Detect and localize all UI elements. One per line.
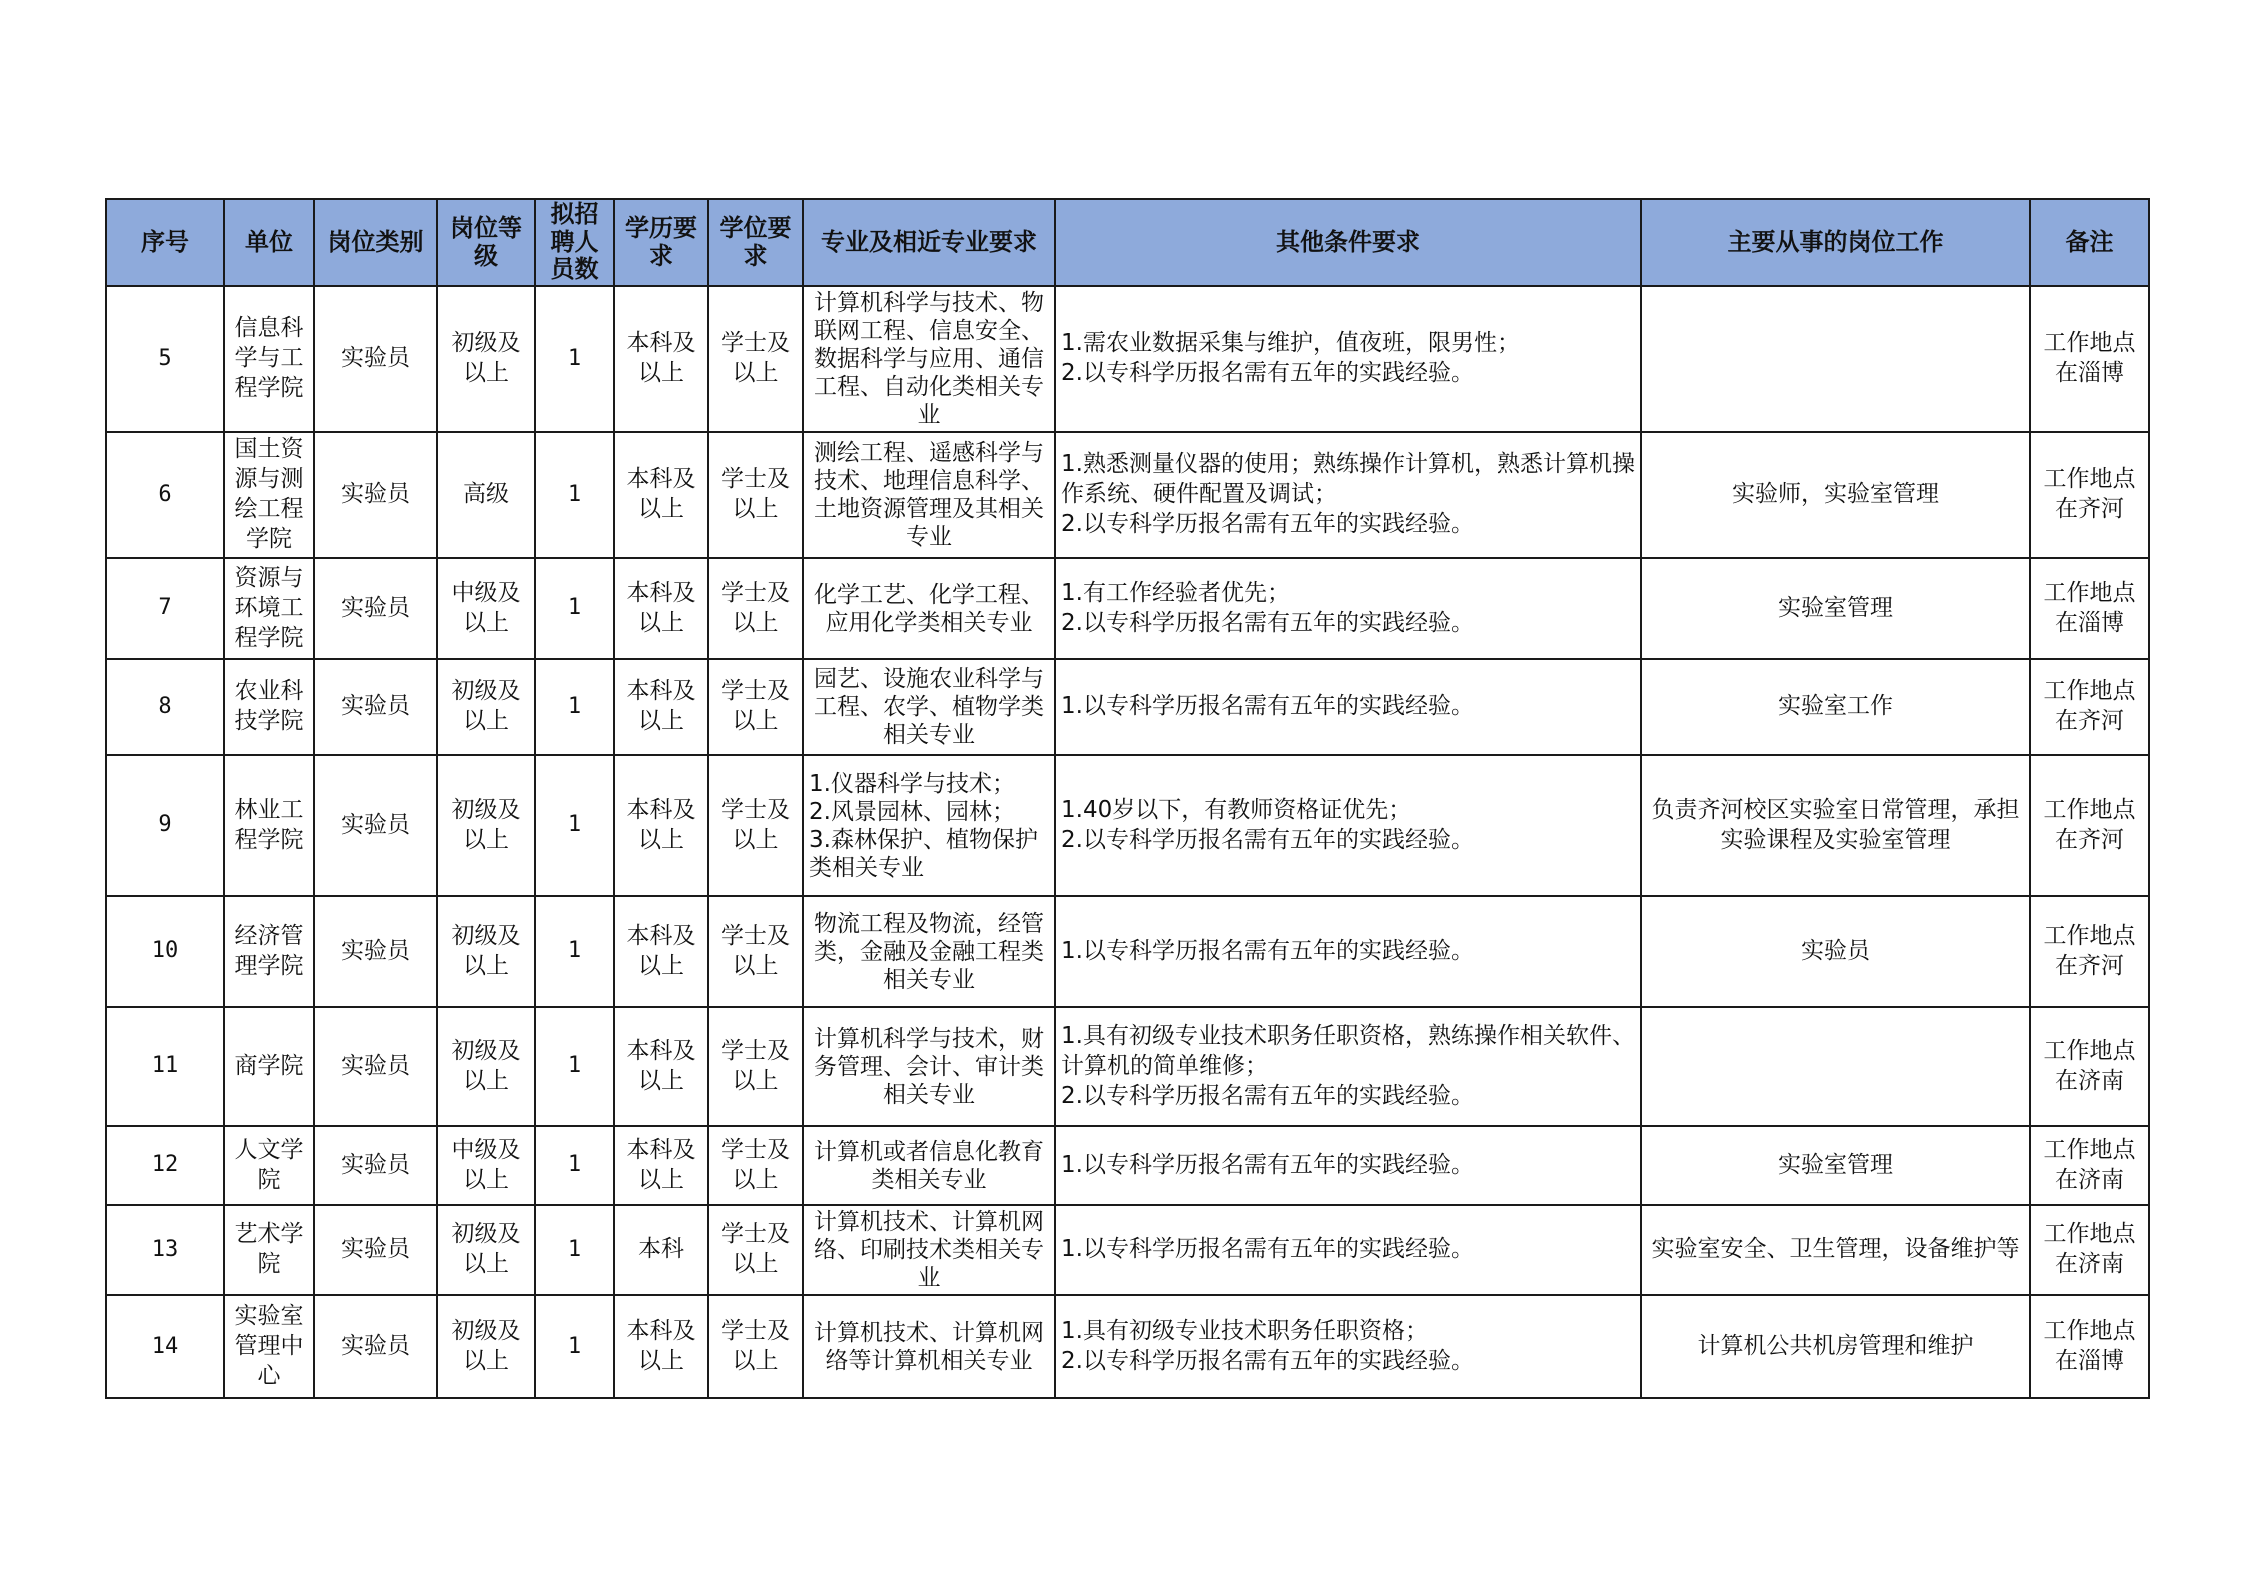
cell-degree: 学士及以上 — [708, 1295, 803, 1398]
cell-unit: 资源与环境工程学院 — [224, 558, 314, 659]
cell-note: 工作地点在淄博 — [2030, 1295, 2149, 1398]
header-duty: 主要从事的岗位工作 — [1641, 199, 2030, 286]
cell-degree: 学士及以上 — [708, 896, 803, 1007]
table-row — [106, 896, 2149, 1007]
cell-unit: 商学院 — [224, 1007, 314, 1126]
cell-note: 工作地点在齐河 — [2030, 896, 2149, 1007]
cell-major: 计算机科学与技术，财务管理、会计、审计类相关专业 — [803, 1007, 1055, 1126]
cell-degree: 学士及以上 — [708, 1126, 803, 1205]
cell-count: 1 — [535, 1007, 614, 1126]
cell-duty: 计算机公共机房管理和维护 — [1641, 1295, 2030, 1398]
cell-count: 1 — [535, 659, 614, 755]
cell-education: 本科及以上 — [614, 1126, 708, 1205]
cell-degree: 学士及以上 — [708, 1205, 803, 1295]
cell-seq: 13 — [106, 1205, 224, 1295]
cell-duty: 实验师，实验室管理 — [1641, 432, 2030, 558]
cell-unit: 林业工程学院 — [224, 755, 314, 896]
cell-count: 1 — [535, 286, 614, 432]
cell-count: 1 — [535, 896, 614, 1007]
cell-major: 物流工程及物流，经管类，金融及金融工程类相关专业 — [803, 896, 1055, 1007]
cell-education: 本科及以上 — [614, 896, 708, 1007]
recruitment-table-container — [105, 198, 2148, 1399]
cell-category: 实验员 — [314, 1126, 437, 1205]
cell-count: 1 — [535, 1205, 614, 1295]
cell-unit: 农业科技学院 — [224, 659, 314, 755]
cell-unit: 艺术学院 — [224, 1205, 314, 1295]
cell-degree: 学士及以上 — [708, 755, 803, 896]
cell-seq: 12 — [106, 1126, 224, 1205]
cell-seq: 8 — [106, 659, 224, 755]
cell-duty: 负责齐河校区实验室日常管理，承担实验课程及实验室管理 — [1641, 755, 2030, 896]
cell-other: 1.以专科学历报名需有五年的实践经验。 — [1055, 896, 1641, 1007]
cell-count: 1 — [535, 558, 614, 659]
cell-level: 中级及以上 — [437, 1126, 535, 1205]
table-row — [106, 432, 2149, 558]
cell-major: 计算机科学与技术、物联网工程、信息安全、数据科学与应用、通信工程、自动化类相关专业 — [803, 286, 1055, 432]
cell-note: 工作地点在齐河 — [2030, 659, 2149, 755]
cell-duty: 实验室工作 — [1641, 659, 2030, 755]
cell-education: 本科及以上 — [614, 1295, 708, 1398]
cell-count: 1 — [535, 1295, 614, 1398]
cell-major: 1.仪器科学与技术； 2.风景园林、园林； 3.森林保护、植物保护类相关专业 — [803, 755, 1055, 896]
cell-other: 1.熟悉测量仪器的使用；熟练操作计算机，熟悉计算机操作系统、硬件配置及调试； 2.以专科学历报名需有五年的实践经验。 — [1055, 432, 1641, 558]
cell-unit: 实验室管理中心 — [224, 1295, 314, 1398]
cell-note: 工作地点在齐河 — [2030, 755, 2149, 896]
cell-education: 本科 — [614, 1205, 708, 1295]
cell-seq: 9 — [106, 755, 224, 896]
cell-unit: 经济管理学院 — [224, 896, 314, 1007]
recruitment-table — [105, 198, 2150, 1399]
cell-seq: 11 — [106, 1007, 224, 1126]
cell-degree: 学士及以上 — [708, 432, 803, 558]
cell-degree: 学士及以上 — [708, 1007, 803, 1126]
cell-duty: 实验室管理 — [1641, 558, 2030, 659]
table-row — [106, 755, 2149, 896]
cell-other: 1.有工作经验者优先； 2.以专科学历报名需有五年的实践经验。 — [1055, 558, 1641, 659]
cell-category: 实验员 — [314, 896, 437, 1007]
cell-count: 1 — [535, 755, 614, 896]
cell-level: 初级及以上 — [437, 1295, 535, 1398]
cell-major: 计算机技术、计算机网络等计算机相关专业 — [803, 1295, 1055, 1398]
cell-unit: 信息科学与工程学院 — [224, 286, 314, 432]
cell-seq: 10 — [106, 896, 224, 1007]
cell-other: 1.40岁以下，有教师资格证优先； 2.以专科学历报名需有五年的实践经验。 — [1055, 755, 1641, 896]
cell-education: 本科及以上 — [614, 286, 708, 432]
header-level: 岗位等级 — [437, 199, 535, 286]
cell-education: 本科及以上 — [614, 755, 708, 896]
cell-duty: 实验室安全、卫生管理，设备维护等 — [1641, 1205, 2030, 1295]
cell-level: 中级及以上 — [437, 558, 535, 659]
cell-other: 1.具有初级专业技术职务任职资格，熟练操作相关软件、计算机的简单维修； 2.以专科学历报名需有五年的实践经验。 — [1055, 1007, 1641, 1126]
cell-count: 1 — [535, 432, 614, 558]
cell-duty — [1641, 1007, 2030, 1126]
cell-other: 1.以专科学历报名需有五年的实践经验。 — [1055, 1126, 1641, 1205]
table-row — [106, 1126, 2149, 1205]
cell-category: 实验员 — [314, 432, 437, 558]
table-row — [106, 286, 2149, 432]
header-row — [106, 199, 2149, 286]
cell-category: 实验员 — [314, 1205, 437, 1295]
cell-degree: 学士及以上 — [708, 558, 803, 659]
cell-level: 初级及以上 — [437, 896, 535, 1007]
cell-category: 实验员 — [314, 1295, 437, 1398]
cell-major: 园艺、设施农业科学与工程、农学、植物学类相关专业 — [803, 659, 1055, 755]
cell-unit: 国土资源与测绘工程学院 — [224, 432, 314, 558]
header-note: 备注 — [2030, 199, 2149, 286]
cell-other: 1.以专科学历报名需有五年的实践经验。 — [1055, 659, 1641, 755]
cell-education: 本科及以上 — [614, 1007, 708, 1126]
table-row — [106, 1007, 2149, 1126]
cell-category: 实验员 — [314, 659, 437, 755]
cell-category: 实验员 — [314, 286, 437, 432]
table-body — [106, 286, 2149, 1398]
cell-count: 1 — [535, 1126, 614, 1205]
cell-education: 本科及以上 — [614, 558, 708, 659]
cell-other: 1.以专科学历报名需有五年的实践经验。 — [1055, 1205, 1641, 1295]
cell-degree: 学士及以上 — [708, 659, 803, 755]
table-row — [106, 558, 2149, 659]
cell-unit: 人文学院 — [224, 1126, 314, 1205]
cell-note: 工作地点在济南 — [2030, 1205, 2149, 1295]
table-row — [106, 659, 2149, 755]
cell-level: 初级及以上 — [437, 1007, 535, 1126]
cell-category: 实验员 — [314, 755, 437, 896]
cell-seq: 6 — [106, 432, 224, 558]
cell-level: 初级及以上 — [437, 286, 535, 432]
cell-major: 计算机或者信息化教育类相关专业 — [803, 1126, 1055, 1205]
cell-level: 高级 — [437, 432, 535, 558]
cell-level: 初级及以上 — [437, 755, 535, 896]
cell-other: 1.具有初级专业技术职务任职资格； 2.以专科学历报名需有五年的实践经验。 — [1055, 1295, 1641, 1398]
cell-note: 工作地点在淄博 — [2030, 286, 2149, 432]
cell-degree: 学士及以上 — [708, 286, 803, 432]
table-row — [106, 1205, 2149, 1295]
header-education: 学历要求 — [614, 199, 708, 286]
cell-note: 工作地点在淄博 — [2030, 558, 2149, 659]
table-header — [106, 199, 2149, 286]
table-row — [106, 1295, 2149, 1398]
cell-education: 本科及以上 — [614, 659, 708, 755]
header-seq: 序号 — [106, 199, 224, 286]
cell-duty: 实验室管理 — [1641, 1126, 2030, 1205]
header-unit: 单位 — [224, 199, 314, 286]
cell-major: 计算机技术、计算机网络、印刷技术类相关专业 — [803, 1205, 1055, 1295]
cell-category: 实验员 — [314, 1007, 437, 1126]
cell-note: 工作地点在济南 — [2030, 1126, 2149, 1205]
header-category: 岗位类别 — [314, 199, 437, 286]
cell-note: 工作地点在济南 — [2030, 1007, 2149, 1126]
cell-major: 测绘工程、遥感科学与技术、地理信息科学、土地资源管理及其相关专业 — [803, 432, 1055, 558]
cell-education: 本科及以上 — [614, 432, 708, 558]
header-count: 拟招聘人员数 — [535, 199, 614, 286]
cell-seq: 7 — [106, 558, 224, 659]
header-other: 其他条件要求 — [1055, 199, 1641, 286]
cell-other: 1.需农业数据采集与维护，值夜班，限男性； 2.以专科学历报名需有五年的实践经验。 — [1055, 286, 1641, 432]
cell-category: 实验员 — [314, 558, 437, 659]
cell-major: 化学工艺、化学工程、应用化学类相关专业 — [803, 558, 1055, 659]
cell-duty — [1641, 286, 2030, 432]
cell-seq: 14 — [106, 1295, 224, 1398]
cell-note: 工作地点在齐河 — [2030, 432, 2149, 558]
cell-level: 初级及以上 — [437, 1205, 535, 1295]
header-degree: 学位要求 — [708, 199, 803, 286]
cell-seq: 5 — [106, 286, 224, 432]
header-major: 专业及相近专业要求 — [803, 199, 1055, 286]
cell-level: 初级及以上 — [437, 659, 535, 755]
cell-duty: 实验员 — [1641, 896, 2030, 1007]
